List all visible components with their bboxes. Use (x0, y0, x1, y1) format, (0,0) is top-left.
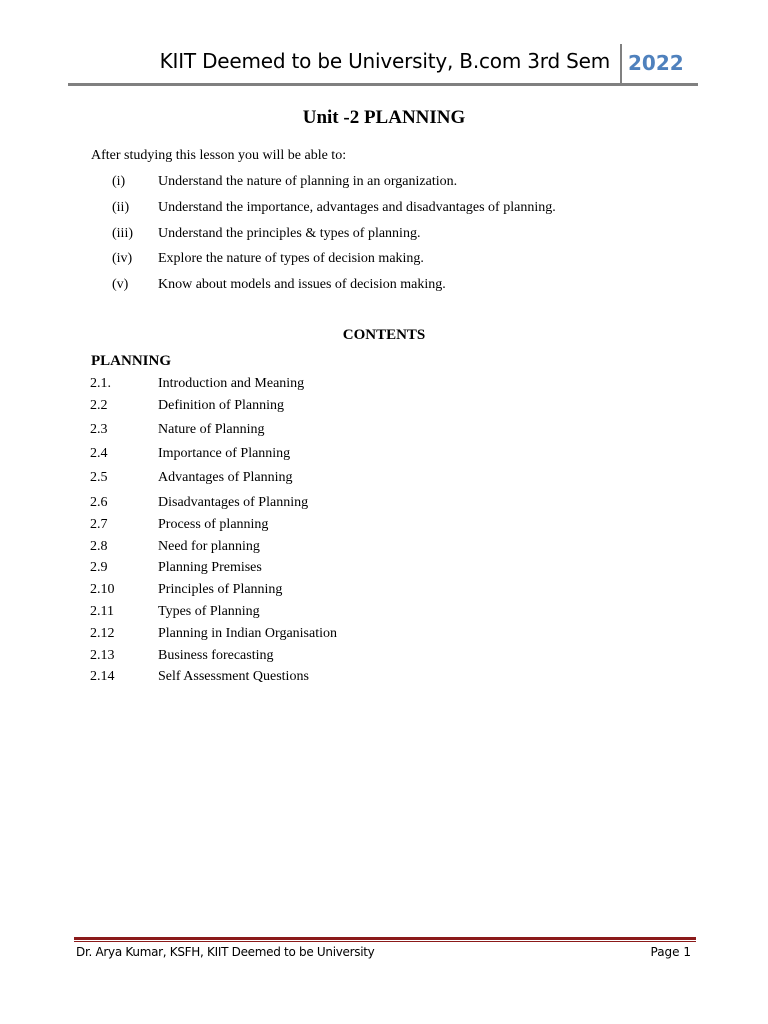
objective-number: (iii) (112, 226, 133, 241)
toc-entry: Self Assessment Questions (158, 669, 309, 684)
toc-entry: Importance of Planning (158, 446, 291, 461)
toc-entry: Need for planning (158, 539, 260, 554)
toc-entry: Business forecasting (158, 648, 274, 663)
toc-number: 2.13 (90, 648, 115, 663)
header-rule (68, 83, 698, 86)
toc-number: 2.3 (90, 422, 108, 437)
header-year: 2022 (628, 51, 684, 75)
objective-text: Understand the nature of planning in an organization. (158, 174, 458, 189)
header-title: KIIT Deemed to be University, B.com 3rd Sem (159, 49, 610, 73)
intro-text: After studying this lesson you will be able to: (91, 148, 347, 163)
footer-rule (74, 937, 696, 940)
toc-number: 2.2 (90, 398, 108, 413)
toc-number: 2.1. (90, 376, 111, 391)
toc-entry: Introduction and Meaning (158, 376, 305, 391)
objective-text: Understand the principles & types of planning. (158, 226, 421, 241)
objective-text: Understand the importance, advantages and disadvantages of planning. (158, 200, 556, 215)
toc-number: 2.6 (90, 495, 108, 510)
toc-number: 2.10 (90, 582, 115, 597)
toc-entry: Planning in Indian Organisation (158, 626, 337, 641)
toc-number: 2.9 (90, 560, 108, 575)
toc-number: 2.12 (90, 626, 115, 641)
objective-number: (iv) (112, 251, 133, 266)
unit-title: Unit -2 PLANNING (302, 107, 466, 128)
toc-entry: Planning Premises (158, 560, 262, 575)
toc-entry: Definition of Planning (158, 398, 284, 413)
header-divider (620, 44, 622, 84)
objective-number: (v) (112, 277, 129, 292)
objective-number: (i) (112, 174, 126, 189)
toc-entry: Advantages of Planning (158, 470, 293, 485)
section-heading: PLANNING (91, 353, 172, 369)
footer-rule-thin (74, 941, 696, 942)
toc-number: 2.8 (90, 539, 108, 554)
objective-number: (ii) (112, 200, 130, 215)
toc-entry: Process of planning (158, 517, 269, 532)
toc-entry: Disadvantages of Planning (158, 495, 309, 510)
toc-number: 2.11 (90, 604, 114, 619)
toc-number: 2.5 (90, 470, 108, 485)
toc-number: 2.4 (90, 446, 108, 461)
footer-page-number: Page 1 (650, 945, 691, 959)
toc-entry: Nature of Planning (158, 422, 265, 437)
objective-text: Know about models and issues of decision making. (158, 277, 446, 292)
objective-text: Explore the nature of types of decision making. (158, 251, 424, 266)
toc-number: 2.14 (90, 669, 115, 684)
toc-entry: Principles of Planning (158, 582, 283, 597)
toc-number: 2.7 (90, 517, 108, 532)
contents-heading: CONTENTS (342, 327, 426, 343)
toc-entry: Types of Planning (158, 604, 260, 619)
footer-author: Dr. Arya Kumar, KSFH, KIIT Deemed to be University (76, 945, 375, 959)
